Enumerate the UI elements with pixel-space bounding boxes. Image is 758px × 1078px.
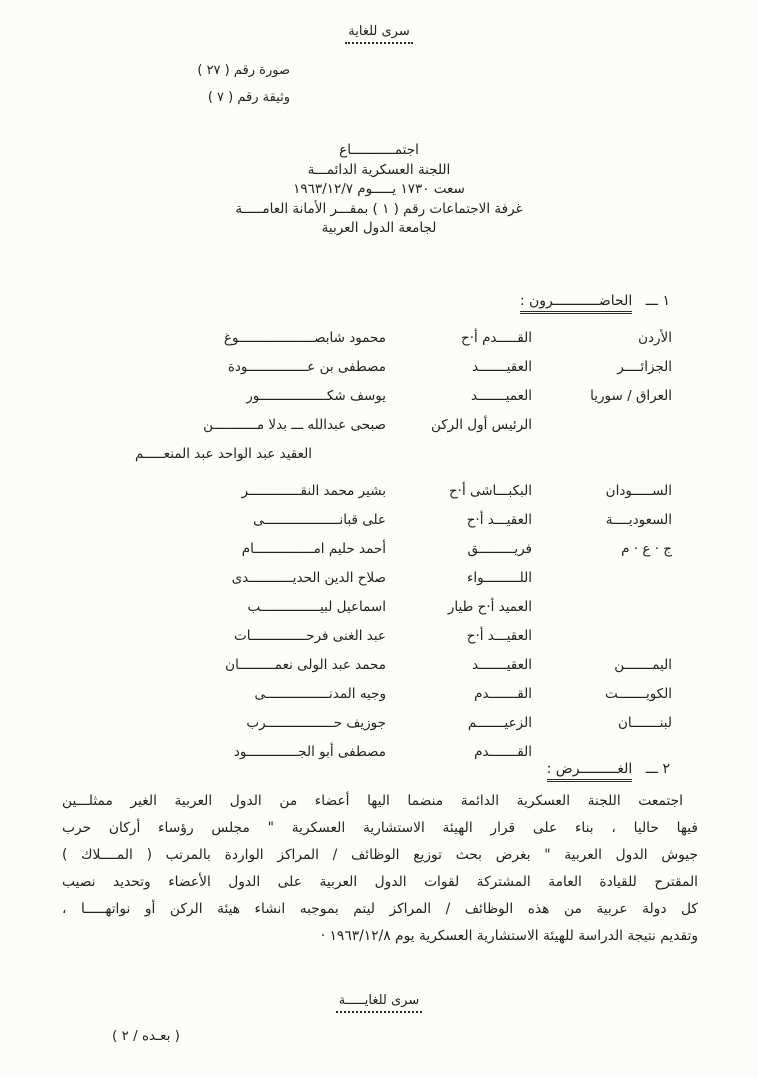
- attendee-country: السعوديــــة: [605, 512, 672, 528]
- meeting-title: اجتمـــــــــــاع: [339, 142, 419, 158]
- attendee-row: [82, 657, 672, 686]
- attendee-country: لبنـــــــان: [618, 715, 672, 731]
- attendee-name: صلاح الدين الحديـــــــــــدى: [231, 570, 386, 586]
- copy-number-line: صورة رقم ( ٢٧ ): [197, 63, 290, 78]
- attendee-name: مصطفى بن عـــــــــــــــودة: [227, 359, 386, 375]
- attendee-row: [82, 570, 672, 599]
- purpose-section-number: ٢ ـــ: [645, 761, 670, 777]
- page-continuation-note: ( بعـده / ٢ ): [112, 1028, 180, 1044]
- attendee-country: الجزائــــر: [617, 359, 672, 375]
- attendee-rank: العقيـــــــد: [471, 657, 532, 673]
- attendee-rank: العميد أ·ح طيار: [447, 599, 532, 615]
- attendee-rank: فريـــــــــق: [467, 541, 532, 557]
- purpose-section-heading: [547, 761, 670, 782]
- attendee-name: يوسف شكـــــــــــــــــور: [246, 388, 386, 404]
- attendee-name: صبحى عبدالله ـــ بدلا مـــــــــــن: [203, 417, 386, 433]
- attendee-row: [82, 715, 672, 744]
- attendee-row: [82, 359, 672, 388]
- attendee-name: على قبانـــــــــــــــــــى: [253, 512, 386, 528]
- attendee-name: عبد الغنى فرحــــــــــــــات: [234, 628, 386, 644]
- attendee-country: ج · ع · م: [621, 541, 672, 557]
- attendee-name: مصطفى أبو الجـــــــــــــود: [233, 744, 386, 760]
- paragraph-line: المقترح للقيادة العامة المشتركة لقوات الدول العربية على الدول الأعضاء وتحديد نصيب: [62, 874, 698, 890]
- attendees-section-number: ١ ـــ: [645, 293, 670, 309]
- attendee-row: [82, 599, 672, 628]
- committee-name: اللجنة العسكرية الدائمـــة: [307, 161, 451, 178]
- attendee-name: اسماعيل لبيـــــــــــــــب: [247, 599, 386, 615]
- attendee-rank: العقيـــد أ·ح: [466, 512, 532, 528]
- paragraph-line: كل دولة عربية من هذه الوظائف / المراكز ليتم بموجبه انشاء هيئة الركن أو نواتهـــــا ،: [62, 901, 698, 917]
- attendee-rank: الزعيـــــــم: [467, 715, 532, 731]
- attendee-row: [82, 628, 672, 657]
- attendee-name: جوزيف حـــــــــــــــــرب: [246, 715, 386, 731]
- attendee-rank: القـــــــدم: [474, 686, 532, 702]
- attendee-rank: الرئيس أول الركن: [430, 417, 532, 433]
- attendee-country: العراق / سوريا: [590, 388, 672, 404]
- document-number-line: وثيقة رقم ( ٧ ): [207, 90, 290, 105]
- paragraph-line: جيوش الدول العربية " بغرض بحث توزيع الوظائف / المراكز الواردة بالمرتب ( المــــلاك ): [62, 847, 698, 863]
- document-numbers: [180, 64, 290, 118]
- attendee-country: الســـــودان: [605, 483, 672, 499]
- attendee-name: محمد عبد الولى نعمـــــــــان: [225, 657, 386, 673]
- attendee-row: [82, 446, 672, 475]
- paragraph-line: اجتمعت اللجنة العسكرية الدائمة منضما اليها أعضاء من الدول العربية الغير ممثلـــين: [62, 793, 683, 809]
- paragraph-line: فيها حاليا ، بناء على قرار الهيئة الاستشارية العسكرية " مجلس رؤساء أركان حرب: [62, 820, 698, 836]
- classification-banner-bottom: [0, 993, 758, 1013]
- organization-name: لجامعة الدول العربية: [321, 220, 437, 236]
- attendees-table: [82, 330, 672, 773]
- attendee-name: بشير محمد النقـــــــــــــر: [241, 483, 386, 499]
- attendee-row: [82, 512, 672, 541]
- attendee-rank: القـــــــدم: [474, 744, 532, 760]
- meeting-datetime: سعت ١٧٣٠ يـــــوم ١٩٦٣/١٢/٧: [293, 181, 465, 197]
- attendee-name: أحمد حليم امـــــــــــــــام: [241, 541, 386, 557]
- attendee-row: [82, 686, 672, 715]
- attendee-rank: العقيـــد أ·ح: [466, 628, 532, 644]
- attendee-row: [82, 388, 672, 417]
- attendee-rank: العميـــــــد: [470, 388, 532, 404]
- attendees-section-title: الحاضـــــــــــرون :: [520, 293, 632, 314]
- attendee-row: [82, 483, 672, 512]
- attendee-row: [82, 541, 672, 570]
- classification-banner-top: [0, 24, 758, 44]
- paragraph-line: وتقديم نتيجة الدراسة للهيئة الاستشارية العسكرية يوم ١٩٦٣/١٢/٨ ·: [320, 928, 698, 944]
- attendee-country: اليمـــــــن: [614, 657, 672, 673]
- classification-text-top: سرى للغاية: [345, 24, 412, 44]
- attendee-row: [82, 330, 672, 359]
- attendee-name: العقيد عبد الواحد عبد المنعـــــم: [135, 446, 312, 462]
- attendee-row: [82, 417, 672, 446]
- attendee-rank: القـــــدم أ·ح: [461, 330, 532, 346]
- attendee-country: الكويـــــــت: [605, 686, 672, 702]
- meeting-location: غرفة الاجتماعات رقم ( ١ ) بمقـــر الأمانة العامـــــة: [235, 200, 523, 217]
- classification-text-bottom: سرى للغايـــــة: [336, 993, 423, 1013]
- meeting-header: [0, 141, 758, 239]
- attendees-section-heading: [520, 293, 670, 314]
- attendee-rank: اللـــــــــواء: [466, 570, 532, 586]
- purpose-paragraph: [62, 788, 698, 950]
- attendee-name: وجيه المدنــــــــــــــــى: [254, 686, 386, 702]
- attendee-name: محمود شابصـــــــــــــــــــوغ: [223, 330, 386, 346]
- attendee-country: الأردن: [638, 330, 672, 346]
- purpose-section-title: الغـــــــــرض :: [547, 761, 633, 782]
- attendee-rank: البكبـــاشى أ·ح: [448, 483, 532, 499]
- attendee-rank: العقيـــــــد: [471, 359, 532, 375]
